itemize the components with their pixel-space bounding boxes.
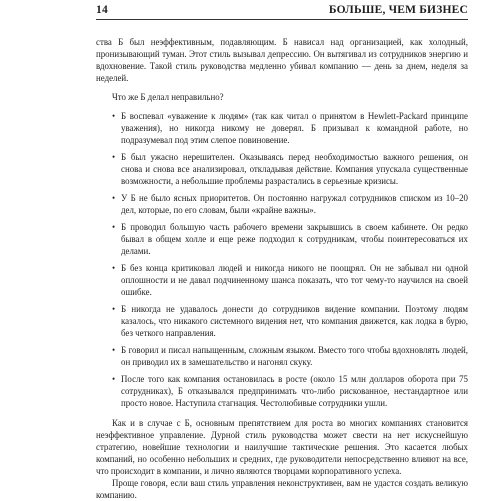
body-text: [96, 36, 468, 501]
bullet-marker: •: [112, 222, 116, 232]
list-item: [112, 303, 468, 339]
bullet-marker: •: [112, 193, 116, 203]
list-item: [112, 221, 468, 257]
running-title: БОЛЬШЕ, ЧЕМ БИЗНЕС: [328, 4, 468, 16]
list-item: [112, 373, 468, 409]
list-item: [112, 344, 468, 368]
list-item-text: У Б не было ясных приоритетов. Он постоянно нагружал сотрудников списком из 10–20 дел, которые, по его словам, были «крайне важны».: [121, 193, 468, 215]
list-item: [112, 151, 468, 187]
list-item-text: Б проводил большую часть рабочего времени закрывшись в своем кабинете. Он редко бывал в общем холле и еще реже подходил к сотрудникам, чтобы поинтересоваться их делами.: [121, 222, 468, 256]
list-item-text: После того как компания остановилась в росте (около 15 млн долларов оборота при 75 сотрудниках), Б отказывался предпринимать что-либо рискованное, нестандартное или просто новое. Наступила стагнация. Честолюбивые сотрудники ушли.: [121, 374, 468, 408]
list-item: [112, 262, 468, 298]
body-paragraph: Как и в случае с Б, основным препятствием для роста во многих компаниях становится неэффективное управление. Дурной стиль руководства может свести на нет искуснейшую стратегию, новейшие технологии и наилучшие тактические решения. Это касается любых компаний, но особенно небольших и средних, где руководители непосредственно влияют на все, что происходит в компании, и лично являются творцами корпоративного успеха.: [96, 418, 468, 476]
bullet-marker: •: [112, 345, 116, 355]
bullet-marker: •: [112, 152, 116, 162]
bullet-marker: •: [112, 263, 116, 273]
list-item-text: Б воспевал «уважение к людям» (так как читал о принятом в Hewlett-Packard принципе уважения), но никогда никому не доверял. Б призывал к командной работе, но подразумевал под этим слепое повиновение.: [121, 111, 468, 145]
list-item: [112, 192, 468, 216]
bullet-marker: •: [112, 111, 116, 121]
list-item-text: Б никогда не удавалось донести до сотрудников видение компании. Поэтому людям казалось, что никакого системного видения нет, что компания движется, как лодка в бурю, без четкого направления.: [121, 304, 468, 338]
list-item-text: Б говорил и писал напыщенным, сложным языком. Вместо того чтобы вдохновлять людей, он приводил их в замешательство и нагонял скуку.: [121, 345, 468, 367]
intro-paragraph: ства Б был неэффективным, подавляющим. Б нависал над организацией, как холодный, пронизывающий туман. Этот стиль вызывал депрессию. Он вытягивал из сотрудников энергию и вдохновение. Такой стиль руководства медленно убивал компанию — день за днем, неделя за неделей.: [96, 37, 468, 83]
bullet-marker: •: [112, 374, 116, 384]
mistakes-list: [96, 110, 468, 409]
closing-paragraph: Проще говоря, если ваш стиль управления неконструктивен, вам не удастся создать великую компанию.: [96, 478, 468, 500]
page-number: 14: [96, 4, 108, 16]
bullet-marker: •: [112, 304, 116, 314]
list-item-text: Б был ужасно нерешителен. Оказываясь перед необходимостью важного решения, он снова и снова все анализировал, откладывая действие. Компания упускала существенные возможности, а небольшие проблемы разрастались в серьезные кризисы.: [121, 152, 468, 186]
list-item: [112, 110, 468, 146]
list-item-text: Б без конца критиковал людей и никогда никого не поощрял. Он не забывал ни одной оплошности и не давал подчиненному шанса показать, что тот чему-то научился на своей ошибке.: [121, 263, 468, 297]
running-header: [96, 3, 468, 20]
question-line: Что же Б делал неправильно?: [112, 92, 224, 102]
